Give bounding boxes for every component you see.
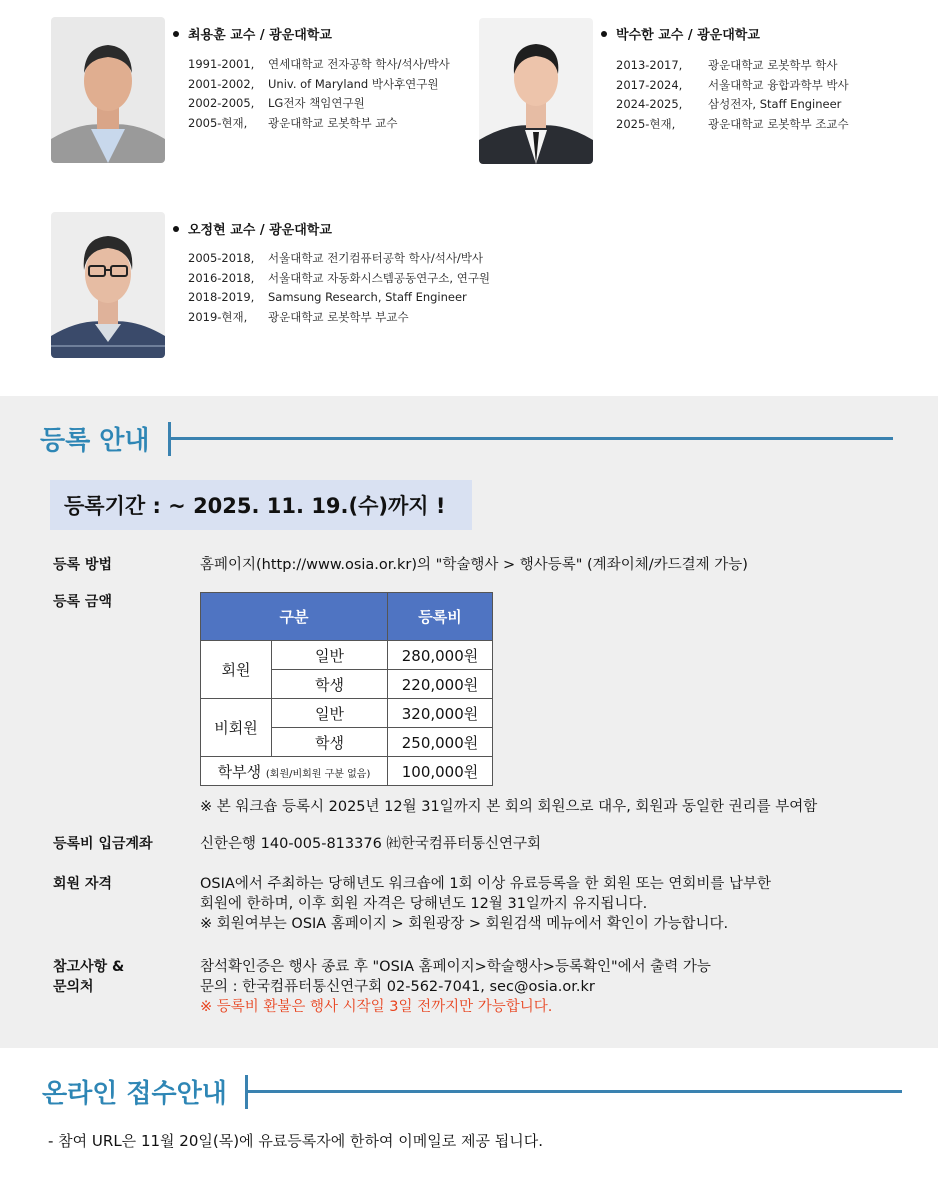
qualification-line: OSIA에서 주최하는 당해년도 워크숍에 1회 이상 유료등록을 한 회원 또는 연회비를 납부한 [200,876,771,892]
career-item: 2005-2018, 서울대학교 전기컴퓨터공학 학사/석사/박사 [188,251,484,265]
reference-line: 참석확인증은 행사 종료 후 "OSIA 홈페이지>학술행사>등록확인"에서 출력 가능 [200,959,711,975]
career-item: 2013-2017, 광운대학교 로봇학부 학사 [616,58,838,72]
fee-cell: 100,000원 [388,757,493,786]
table-row [201,757,493,786]
career-item: 1991-2001, 연세대학교 전자공학 학사/석사/박사 [188,57,450,71]
type-cell: 일반 [272,641,388,670]
table-row [201,641,493,670]
heading-rule [171,437,893,440]
fee-note: ※ 본 워크숍 등록시 2025년 12월 31일까지 본 회의 회원으로 대우, 회원과 동일한 권리를 부여함 [200,799,818,815]
fee-cell: 320,000원 [388,699,493,728]
online-heading [42,1073,902,1110]
career-item: 2002-2005, LG전자 책임연구원 [188,96,365,110]
speaker-2-career [616,56,849,134]
portrait-image [51,212,165,358]
speaker-2-photo [479,18,593,164]
heading-rule [248,1090,902,1093]
portrait-image [51,17,165,163]
fee-table [200,592,493,786]
registration-period-banner: 등록기간 : ~ 2025. 11. 19.(수)까지 ! [50,480,472,530]
fee-cell: 280,000원 [388,641,493,670]
fee-cell: 250,000원 [388,728,493,757]
account-value: 신한은행 140-005-813376 ㈳한국컴퓨터통신연구회 [200,836,541,852]
nonmember-cell: 비회원 [201,699,272,757]
speaker-1-photo [51,17,165,163]
career-item: 2017-2024, 서울대학교 융합과학부 박사 [616,77,849,92]
registration-heading [40,420,893,457]
table-header-row [201,593,493,641]
type-cell: 학생 [272,670,388,699]
career-item: 2001-2002, Univ. of Maryland 박사후연구원 [188,76,439,91]
speaker-3-photo [51,212,165,358]
member-cell: 회원 [201,641,272,699]
header-category: 구분 [201,593,388,641]
section-title: 온라인 접수안내 [42,1079,227,1109]
registration-section [0,396,938,1048]
portrait-image [479,18,593,164]
speaker-3-career [188,249,490,327]
career-item: 2016-2018, 서울대학교 자동화시스템공동연구소, 연구원 [188,270,491,285]
career-item: 2019-현재, 광운대학교 로봇학부 부교수 [188,309,409,324]
speaker-1-career [188,55,450,133]
speaker-2-name: 박수한 교수 / 광운대학교 [601,24,760,43]
method-label: 등록 방법 [53,557,112,573]
fee-label: 등록 금액 [53,594,112,610]
method-value: 홈페이지(http://www.osia.or.kr)의 "학술행사 > 행사등록" (계좌이체/카드결제 가능) [200,557,748,573]
speaker-3-name: 오정현 교수 / 광운대학교 [173,219,332,238]
qualification-line: 회원에 한하며, 이후 회원 자격은 당해년도 12월 31일까지 유지됩니다. [200,896,648,912]
reference-label: 참고사항 & 문의처 [53,959,125,995]
qualification-line: ※ 회원여부는 OSIA 홈페이지 > 회원광장 > 회원검색 메뉴에서 확인이 가능합니다. [200,916,729,932]
career-item: 2024-2025, 삼성전자, Staff Engineer [616,97,842,111]
section-title: 등록 안내 [40,426,150,456]
type-cell: 일반 [272,699,388,728]
online-info: - 참여 URL은 11월 20일(목)에 유료등록자에 한하여 이메일로 제공 됩니다. [48,1132,543,1150]
account-label: 등록비 입금계좌 [53,836,153,852]
bullet-icon [601,31,607,37]
undergrad-cell: 학부생 (회원/비회원 구분 없음) [201,757,388,786]
table-row [201,699,493,728]
type-cell: 학생 [272,728,388,757]
career-item: 2025-현재, 광운대학교 로봇학부 조교수 [616,116,849,131]
refund-note: ※ 등록비 환불은 행사 시작일 3일 전까지만 가능합니다. [200,999,553,1015]
reference-line: 문의 : 한국컴퓨터통신연구회 02-562-7041, sec@osia.or.kr [200,979,595,995]
qualification-label: 회원 자격 [53,876,112,892]
fee-cell: 220,000원 [388,670,493,699]
header-fee: 등록비 [388,593,493,641]
bullet-icon [173,31,179,37]
career-item: 2005-현재, 광운대학교 로봇학부 교수 [188,115,398,130]
speaker-1-name: 최용훈 교수 / 광운대학교 [173,24,332,43]
career-item: 2018-2019, Samsung Research, Staff Engineer [188,290,467,304]
bullet-icon [173,226,179,232]
